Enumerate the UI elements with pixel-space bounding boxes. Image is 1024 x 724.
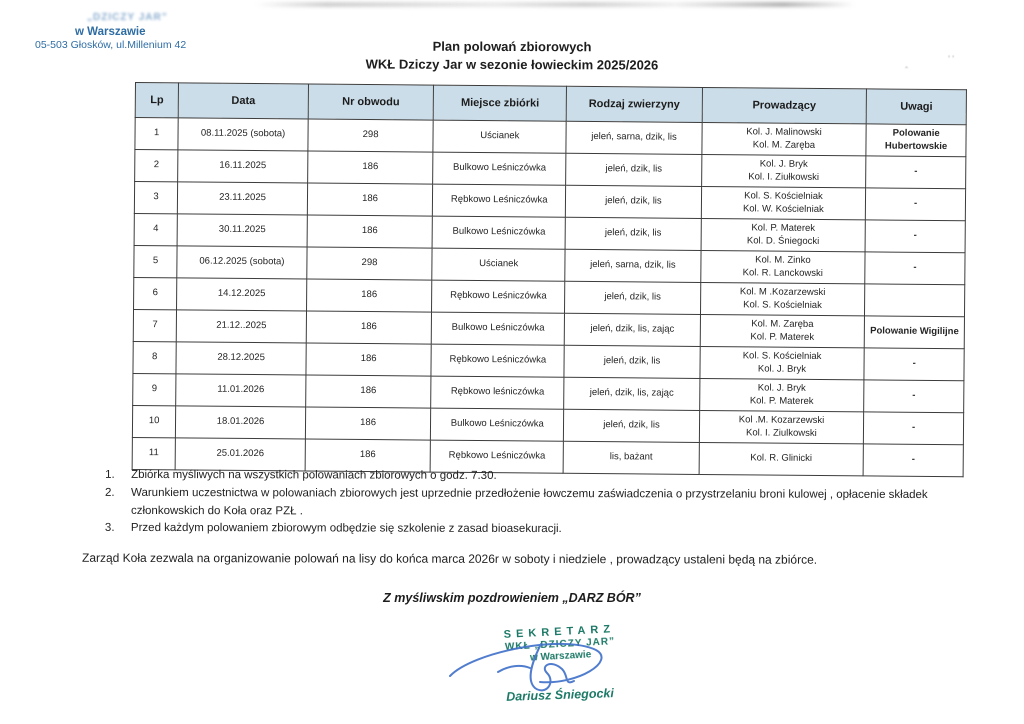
note-text: Zbiórka myśliwych na wszystkich polowaniach zbiorowych o godz. 7.30. [131, 468, 497, 482]
cell-data: 16.11.2025 [178, 150, 308, 183]
cell-lp: 6 [134, 277, 177, 309]
cell-obwod: 186 [305, 375, 431, 408]
note-item-1 [105, 467, 990, 487]
document-title [0, 36, 1024, 76]
cell-uwagi: Polowanie Hubertowskie [866, 124, 966, 157]
cell-prowadzacy: Kol. M .Kozarzewski Kol. S. Kościelniak [700, 282, 865, 315]
hunting-plan-table-wrap [132, 82, 967, 477]
cell-uwagi: - [864, 348, 964, 381]
cell-zwierzyna: jeleń, sarna, dzik, lis [565, 249, 701, 282]
cell-uwagi: - [865, 220, 965, 253]
title-line-2: WKŁ Dziczy Jar w sezonie łowieckim 2025/2026 [365, 56, 659, 73]
cell-lp: 9 [133, 373, 176, 405]
cell-zwierzyna: jeleń, dzik, lis, zając [564, 313, 700, 346]
cell-data: 25.01.2026 [175, 438, 305, 471]
cell-obwod: 298 [307, 247, 433, 280]
cell-uwagi: - [866, 156, 966, 189]
cell-data: 06.12.2025 (sobota) [177, 246, 307, 279]
cell-uwagi: - [866, 188, 966, 221]
cell-data: 11.01.2026 [176, 374, 306, 407]
cell-zwierzyna: jeleń, dzik, lis [564, 409, 700, 442]
cell-prowadzacy: Kol. S. Kościelniak Kol. J. Bryk [700, 346, 865, 379]
cell-miejsce: Rębkowo Leśniczówka [431, 344, 564, 377]
note-item-3 [105, 520, 990, 540]
cell-lp: 7 [133, 309, 176, 341]
cell-obwod: 186 [305, 407, 431, 440]
stamp-role: SEKRETARZ [503, 623, 616, 641]
cell-miejsce: Bulkowo Leśniczówka [431, 408, 564, 441]
cell-obwod: 298 [308, 119, 434, 152]
cell-obwod: 186 [307, 215, 433, 248]
secretary-name: Dariusz Śniegocki [505, 686, 615, 704]
cell-prowadzacy: Kol. J. Bryk Kol. P. Materek [699, 378, 864, 411]
column-header-1: Data [178, 83, 308, 119]
cell-data: 23.11.2025 [178, 182, 308, 215]
column-header-6: Uwagi [866, 89, 966, 125]
stamp-club: WKŁ „DZICZY JAR” [504, 636, 616, 653]
cell-miejsce: Rębkowo leśniczówka [431, 376, 564, 409]
cell-prowadzacy: Kol. M. Zinko Kol. R. Lanckowski [700, 250, 865, 283]
cell-obwod: 186 [306, 279, 432, 312]
cell-obwod: 186 [306, 311, 432, 344]
cell-lp: 2 [135, 150, 178, 182]
cell-miejsce: Bulkowo Leśniczówka [433, 152, 566, 185]
cell-obwod: 186 [307, 151, 433, 184]
cell-uwagi: - [864, 380, 964, 413]
notes-list [105, 467, 990, 541]
column-header-3: Miejsce zbiórki [433, 85, 566, 121]
cell-data: 30.11.2025 [177, 214, 307, 247]
scan-artifact-mark: ’ ’ [948, 54, 955, 64]
cell-uwagi: Polowanie Wigilijne [864, 316, 964, 349]
note-number: 2. [105, 486, 115, 499]
signature-block [430, 622, 690, 717]
cell-data: 21.12..2025 [176, 310, 306, 343]
cell-prowadzacy: Kol. S. Kościelniak Kol. W. Kościelniak [701, 186, 866, 219]
cell-zwierzyna: jeleń, dzik, lis [565, 217, 701, 250]
column-header-5: Prowadzący [702, 87, 867, 123]
cell-zwierzyna: jeleń, dzik, lis, zając [564, 377, 700, 410]
cell-zwierzyna: jeleń, dzik, lis [564, 345, 700, 378]
column-header-4: Rodzaj zwierzyny [566, 86, 702, 122]
cell-data: 08.11.2025 (sobota) [178, 118, 308, 151]
title-line-1: Plan polowań zbiorowych [432, 38, 592, 55]
cell-lp: 4 [134, 213, 177, 245]
note-item-2 [105, 485, 990, 523]
board-statement: Zarząd Koła zezwala na organizowanie polowań na lisy do końca marca 2026r w soboty i niedziele , prowadzący ustaleni będą na zbiórce. [81, 550, 818, 567]
closing-greeting: Z myśliwskim pozdrowieniem „DARZ BÓR” [383, 591, 641, 605]
cell-prowadzacy: Kol .M. Kozarzewski Kol. I. Ziulkowski [699, 410, 864, 443]
cell-prowadzacy: Kol. J. Bryk Kol. I. Ziułkowski [701, 154, 866, 187]
cell-uwagi: - [864, 412, 964, 445]
note-text: Warunkiem uczestnictwa w polowaniach zbiorowych jest uprzednie przedłożenie łowczemu zaświadczenia o przystrzelaniu broni kulowej , opłacenie składek członkowskich do Koła oraz PZŁ . [130, 486, 928, 517]
cell-obwod: 186 [306, 343, 432, 376]
letterhead-club-name: „DZICZY JAR” [87, 12, 168, 23]
cell-data: 14.12.2025 [177, 278, 307, 311]
cell-miejsce: Uścianek [433, 120, 566, 153]
cell-data: 18.01.2026 [176, 406, 306, 439]
cell-uwagi [865, 284, 965, 317]
cell-data: 28.12.2025 [176, 342, 306, 375]
cell-zwierzyna: jeleń, sarna, dzik, lis [566, 121, 702, 154]
cell-prowadzacy: Kol. P. Materek Kol. D. Śniegocki [701, 218, 866, 251]
cell-zwierzyna: lis, bażant [563, 441, 699, 474]
cell-prowadzacy: Kol. J. Malinowski Kol. M. Zaręba [702, 122, 867, 155]
cell-miejsce: Uścianek [432, 248, 565, 281]
cell-obwod: 186 [305, 439, 431, 472]
column-header-0: Lp [135, 83, 179, 118]
cell-zwierzyna: jeleń, dzik, lis [566, 185, 702, 218]
table-body [132, 118, 966, 477]
cell-lp: 8 [133, 341, 176, 373]
scan-artifact-streak [255, 2, 855, 7]
cell-miejsce: Bulkowo Leśniczówka [432, 216, 565, 249]
note-number: 3. [104, 522, 115, 535]
letterhead-address: 05-503 Głosków, ul.Millenium 42 [35, 38, 187, 51]
cell-lp: 10 [132, 405, 175, 437]
cell-lp: 1 [135, 118, 178, 150]
cell-uwagi: - [865, 252, 965, 285]
cell-lp: 3 [134, 182, 177, 214]
note-text: Przed każdym polowaniem zbiorowym odbędzie się szkolenie z zasad bioasekuracji. [130, 522, 562, 536]
cell-obwod: 186 [307, 183, 433, 216]
cell-zwierzyna: jeleń, dzik, lis [566, 153, 702, 186]
scan-artifact-mark: ‸ [905, 58, 909, 68]
cell-miejsce: Bulkowo Leśniczówka [432, 312, 565, 345]
stamp-city: w Warszawie [529, 649, 592, 664]
cell-uwagi: - [863, 444, 963, 477]
note-number: 1. [105, 468, 115, 481]
column-header-2: Nr obwodu [308, 84, 434, 120]
cell-prowadzacy: Kol. M. Zaręba Kol. P. Materek [700, 314, 865, 347]
cell-miejsce: Rębkowo Leśniczówka [432, 280, 565, 313]
cell-zwierzyna: jeleń, dzik, lis [565, 281, 701, 314]
hunting-plan-table [132, 82, 967, 477]
cell-lp: 11 [132, 437, 175, 469]
letterhead-city: w Warszawie [75, 25, 146, 38]
cell-prowadzacy: Kol. R. Glinicki [699, 442, 864, 475]
cell-lp: 5 [134, 245, 177, 277]
cell-miejsce: Rębkowo Leśniczówka [433, 184, 566, 217]
cell-miejsce: Rębkowo Leśniczówka [430, 440, 563, 473]
